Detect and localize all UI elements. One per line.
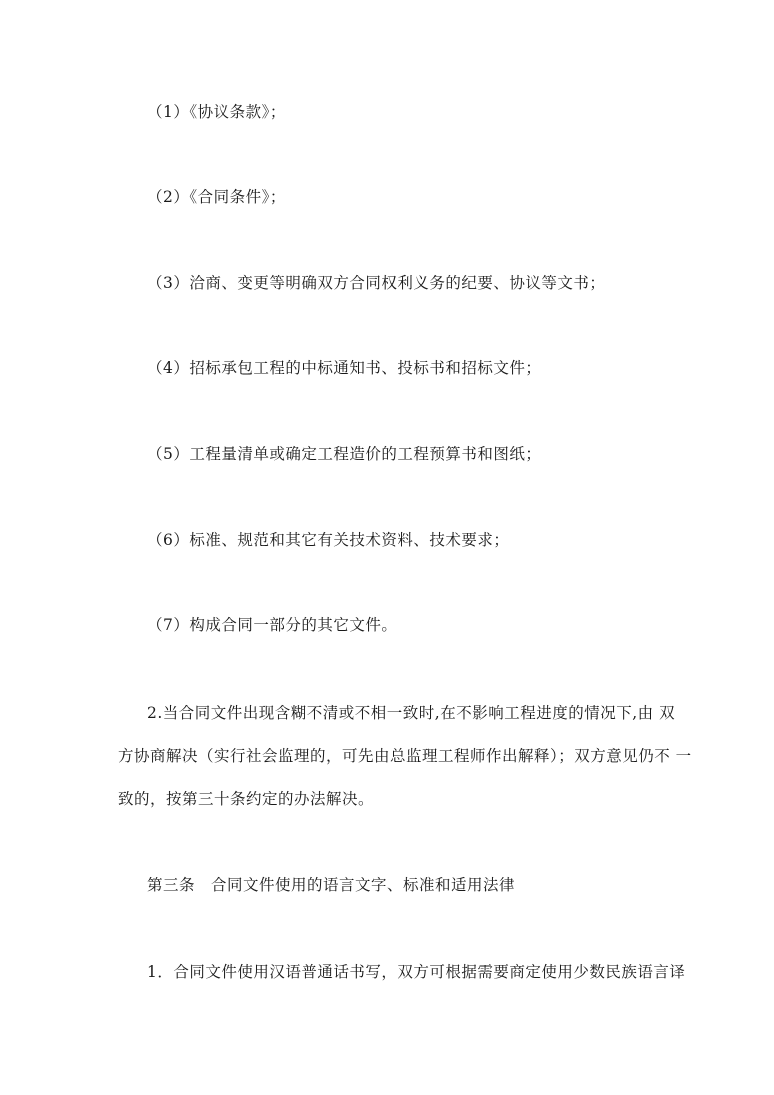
section-heading: 第三条 合同文件使用的语言文字、标准和适用法律	[147, 876, 516, 894]
paragraph-2-line-1: 2.当合同文件出现含糊不清或不相一致时,在不影响工程进度的情况下,由 双	[147, 704, 676, 722]
paragraph-2-line-3: 致的，按第三十条约定的办法解决。	[118, 790, 375, 808]
list-item-5: （5）工程量清单或确定工程造价的工程预算书和图纸；	[147, 445, 542, 463]
list-item-2: （2）《合同条件》；	[147, 188, 286, 206]
list-item-6: （6）标准、规范和其它有关技术资料、技术要求；	[147, 531, 510, 549]
list-item-7: （7）构成合同一部分的其它文件。	[147, 616, 398, 634]
list-item-1: （1）《协议条款》；	[147, 103, 286, 121]
list-item-4: （4）招标承包工程的中标通知书、投标书和招标文件；	[147, 359, 542, 377]
list-item-3: （3）洽商、变更等明确双方合同权利义务的纪要、协议等文书；	[147, 274, 606, 292]
paragraph-3-line-1: 1．合同文件使用汉语普通话书写，双方可根据需要商定使用少数民族语言译	[147, 963, 686, 981]
paragraph-2-line-2: 方协商解决（实行社会监理的，可先由总监理工程师作出解释）；双方意见仍不 一	[118, 747, 692, 765]
